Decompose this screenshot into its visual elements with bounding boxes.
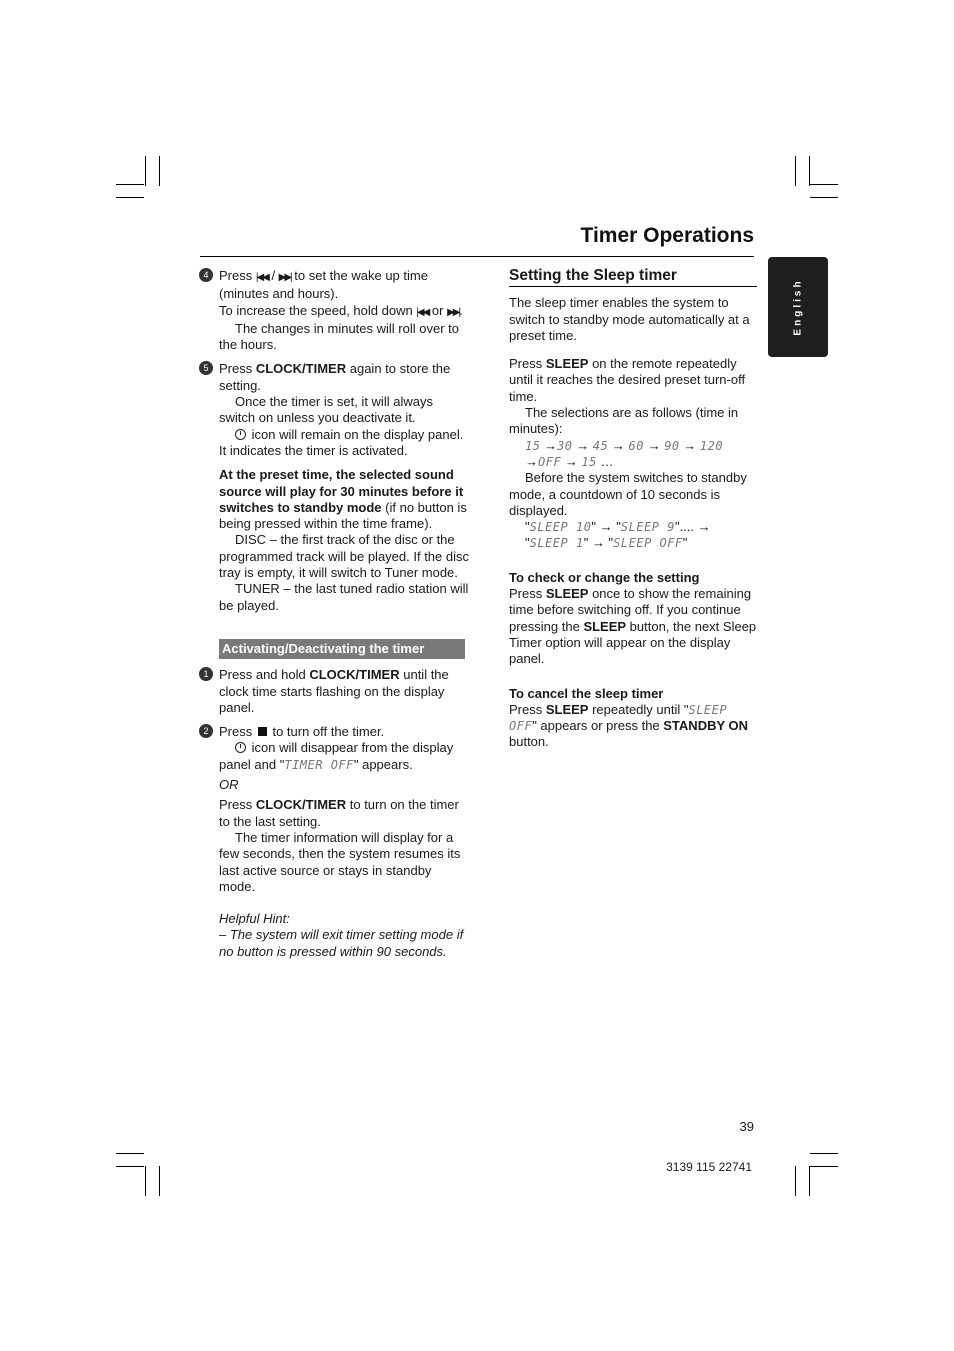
crop-mark [159,1166,160,1196]
left-column [203,268,469,960]
text: or [428,302,448,318]
helpful-hint [219,911,469,960]
text: icon will remain on the display panel. It indicates the timer is activated. [219,426,464,458]
text: Press [219,268,256,283]
page-number: 39 [739,1119,754,1134]
hint-text: – The system will exit timer setting mode if no button is pressed within 90 seconds. [219,927,464,959]
text: Press [219,797,256,813]
crop-mark [795,1166,796,1196]
text: Press [509,701,546,717]
text: DISC – the first track of the disc or the programmed track will be played. If the disc tray is empty, it will switch to Tuner mode. [219,532,469,581]
clock-timer-label: CLOCK/TIMER [309,667,400,683]
text: button. [509,734,549,750]
text: The selections are as follows (time in minutes): [509,405,739,437]
sleep-label: SLEEP [583,618,627,634]
lcd-text: TIMER OFF [284,757,354,772]
text: Before the system switches to standby mode, a countdown of 10 seconds is displayed. [509,470,747,518]
lcd-text: 45 [592,438,609,453]
subheading: To check or change the setting [509,569,700,585]
lcd-text: 120 [699,438,724,453]
text: .... [679,519,695,535]
crop-mark [809,1166,810,1196]
stop-icon [258,727,267,736]
step-2 [203,724,469,895]
text: button, the next Sleep Timer option will appear on the display panel. [509,618,757,667]
section-heading: Setting the Sleep timer [509,268,757,287]
text: The timer information will display for a few seconds, then the system resumes its last active source or stays in standby mode. [219,829,461,894]
crop-mark [810,1153,838,1154]
crop-mark [159,156,160,186]
text: " appears or press the [532,718,664,734]
clock-icon [235,429,246,440]
intro-text: The sleep timer enables the system to switch to standby mode automatically at a preset time. [509,295,750,343]
sleep-label: SLEEP [545,586,589,602]
text: Press and hold [219,667,310,683]
sleep-label: SLEEP [545,701,589,717]
crop-mark [116,1153,144,1154]
crop-mark [810,184,838,185]
text: To increase the speed, hold down [219,302,417,318]
step-5 [203,361,469,459]
text: Press [509,586,546,602]
text: once to show the remaining time before switching off. If you continue pressing the [509,586,752,634]
preset-info [219,467,469,614]
lcd-text: 15 [525,438,541,453]
text: to turn on the timer to the last setting. [219,797,459,829]
lcd-text: SLEEP OFF [613,536,683,551]
text: TUNER – the last tuned radio station will be played. [219,581,469,613]
previous-track-icon: |◀◀ [416,306,429,318]
language-tab [768,257,828,357]
sleep-sequence: 15 →30 → 45 → 60 → 90 → 120 →OFF → 15 … [525,437,724,469]
lcd-text: OFF [538,454,562,469]
previous-track-icon: |◀◀ [255,272,268,283]
lcd-text: 90 [664,438,680,453]
document-code: 3139 115 22741 [666,1160,752,1174]
lcd-text: SLEEP 1 [529,536,584,551]
sleep-label: SLEEP [545,356,589,372]
next-track-icon: ▶▶| [447,306,460,318]
crop-mark [810,197,838,198]
text: icon will disappear from the display panel and " [219,740,454,772]
text: until the clock time starts flashing on the display panel. [219,667,449,715]
title-rule [200,256,754,257]
standby-label: STANDBY ON [663,718,749,734]
step-number: 4 [199,268,213,282]
text: Once the timer is set, it will always switch on unless you deactivate it. [219,394,433,426]
lcd-text: SLEEP 9 [620,520,675,535]
crop-mark [795,156,796,186]
text: Press [509,356,546,372]
step-4 [203,268,469,353]
right-column [509,268,757,751]
preset-bold-text: At the preset time, the selected sound source will play for 30 minutes before it switches to standby mode [219,467,464,515]
countdown-sequence: "SLEEP 10" → "SLEEP 9".... → "SLEEP 1" → "SLEEP OFF" [525,519,711,551]
crop-mark [145,156,146,186]
text: (if no button is being pressed within the time frame). [219,499,467,532]
text: . [459,302,463,318]
text: The changes in minutes will roll over to the hours. [219,320,459,353]
text: " appears. [353,756,413,772]
step-1 [203,667,469,716]
text: Press [219,724,256,740]
text: … [596,453,614,469]
step-number: 5 [199,361,213,375]
crop-mark [116,197,144,198]
text: on the remote repeatedly until it reaches the desired preset turn-off time. [509,356,746,404]
crop-mark [145,1166,146,1196]
language-tab-label: English [792,278,804,336]
clock-timer-label: CLOCK/TIMER [255,797,347,813]
section-bar: Activating/Deactivating the timer [219,639,465,659]
step-number: 2 [199,724,213,738]
hint-title: Helpful Hint: [219,911,290,927]
lcd-text: 30 [557,438,573,453]
text: again to store the setting. [219,361,451,393]
lcd-text: SLEEP 10 [529,520,592,535]
text: / [267,268,279,283]
lcd-text: 60 [628,438,644,453]
crop-mark [116,184,144,185]
text: repeatedly until " [588,701,689,717]
crop-mark [809,156,810,186]
lcd-text: 15 [581,454,597,469]
or-label: OR [219,777,239,793]
text: Press [219,361,256,377]
clock-timer-label: CLOCK/TIMER [255,361,347,377]
crop-mark [810,1166,838,1167]
crop-mark [116,1166,144,1167]
page-title: Timer Operations [580,224,754,247]
clock-icon [235,742,246,753]
text: to set the wake up time (minutes and hours). [219,268,428,302]
subheading: To cancel the sleep timer [509,685,664,701]
step-number: 1 [199,667,213,681]
lcd-text: SLEEP OFF [509,702,728,734]
next-track-icon: ▶▶| [278,272,291,283]
text: to turn off the timer. [268,724,385,740]
